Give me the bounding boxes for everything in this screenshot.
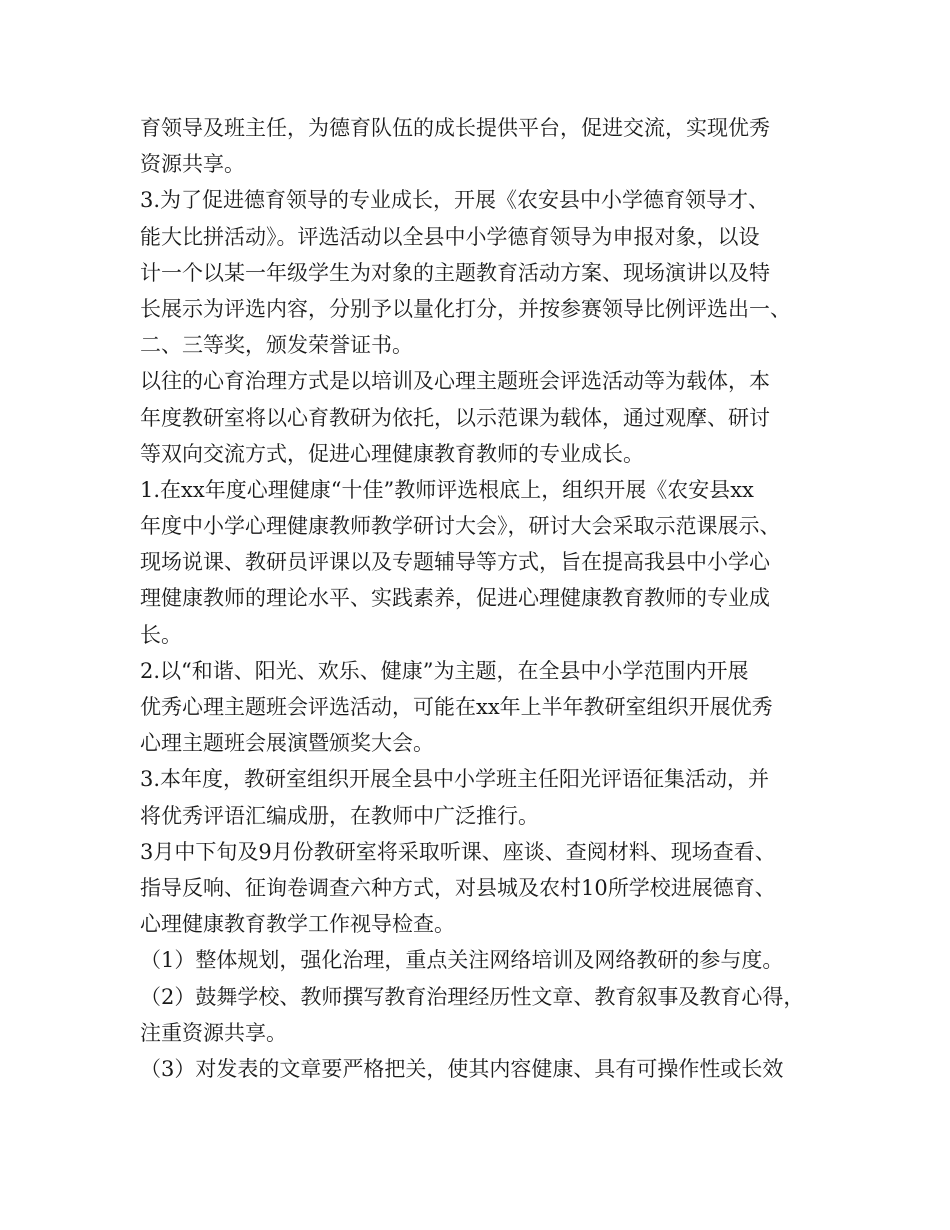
text-line: （3）对发表的文章要严格把关，使其内容健康、具有可操作性或长效 xyxy=(140,1056,784,1081)
text-line: 1.在xx年度心理健康“十佳”教师评选根底上，组织开展《农安县xx xyxy=(140,477,754,502)
text-line: 优秀心理主题班会评选活动，可能在xx年上半年教研室组织开展优秀 xyxy=(140,695,773,719)
text-line: 3月中下旬及9月份教研室将采取听课、座谈、查阅材料、现场查看、 xyxy=(140,839,776,864)
text-line: 现场说课、教研员评课以及专题辅导等方式，旨在提高我县中小学心 xyxy=(140,550,770,575)
text-line: （2）鼓舞学校、教师撰写教育治理经历性文章、教育叙事及教育心得， xyxy=(140,984,805,1009)
text-line: 注重资源共享。 xyxy=(140,1020,287,1045)
text-line: 3.本年度，教研室组织开展全县中小学班主任阳光评语征集活动，并 xyxy=(140,767,770,792)
text-line: 长。 xyxy=(140,622,182,647)
text-line: 以往的心育治理方式是以培训及心理主题班会评选活动等为载体，本 xyxy=(140,369,770,394)
text-line: 资源共享。 xyxy=(140,152,245,177)
text-line: 3.为了促进德育领导的专业成长，开展《农安县中小学德育领导才、 xyxy=(140,188,770,213)
document-body xyxy=(140,110,830,1087)
text-line: 计一个以某一年级学生为对象的主题教育活动方案、现场演讲以及特 xyxy=(140,260,770,285)
text-line: 心理健康教育教学工作视导检查。 xyxy=(140,912,455,937)
text-line: 理健康教师的理论水平、实践素养，促进心理健康教育教师的专业成 xyxy=(140,586,770,611)
text-line: 等双向交流方式，促进心理健康教育教师的专业成长。 xyxy=(140,441,644,466)
text-line: 二、三等奖，颁发荣誉证书。 xyxy=(140,333,413,358)
text-line: 将优秀评语汇编成册，在教师中广泛推行。 xyxy=(140,803,539,828)
text-line: （1）整体规划，强化治理，重点关注网络培训及网络教研的参与度。 xyxy=(140,948,784,973)
text-line: 2.以“和谐、阳光、欢乐、健康”为主题，在全县中小学范围内开展 xyxy=(140,658,749,683)
text-line: 能大比拼活动》。评选活动以全县中小学德育领导为申报对象，以设 xyxy=(140,224,760,249)
text-line: 长展示为评选内容，分别予以量化打分，并按参赛领导比例评选出一、 xyxy=(140,296,791,321)
text-line: 年度中小学心理健康教师教学研讨大会》，研讨大会采取示范课展示、 xyxy=(140,514,781,539)
text-line: 育领导及班主任，为德育队伍的成长提供平台，促进交流，实现优秀 xyxy=(140,116,770,140)
text-line: 指导反响、征询卷调查六种方式，对县城及农村10所学校进展德育、 xyxy=(140,875,776,900)
text-line: 心理主题班会展演暨颁奖大会。 xyxy=(140,731,434,756)
text-line: 年度教研室将以心育教研为依托，以示范课为载体，通过观摩、研讨 xyxy=(140,405,770,430)
